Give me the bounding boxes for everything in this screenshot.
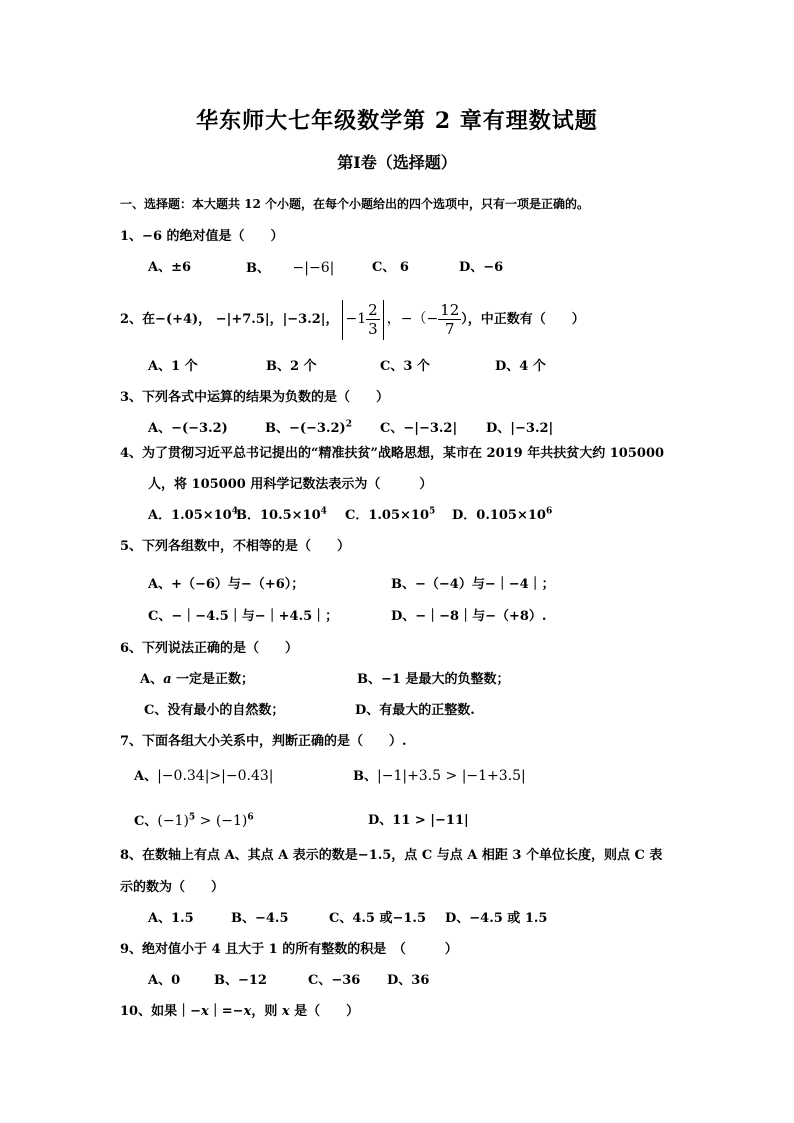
question-4-option-c <box>345 508 435 524</box>
stem-text: 10、如果｜− <box>120 1004 201 1019</box>
stem-text: 是（ ） <box>289 1004 360 1019</box>
question-6-option-a <box>140 672 254 688</box>
fraction-numerator: 2 <box>368 301 378 319</box>
question-4-option-a <box>148 508 238 524</box>
q2-stem-suffix: ），中正数有（ ） <box>461 312 585 327</box>
question-2-option-d: D、4 个 <box>495 359 546 374</box>
question-7-stem: 7、下面各组大小关系中，判断正确的是（ ）. <box>120 734 407 749</box>
question-4-stem-line2: 人，将 105000 用科学记数法表示为（ ） <box>148 477 433 492</box>
question-3-stem: 3、下列各式中运算的结果为负数的是（ ） <box>120 390 390 405</box>
option-label: A、 <box>140 672 164 687</box>
instruction-text: 一、选择题：本大题共 12 个小题，在每个小题给出的四个选项中，只有一项是正确的。 <box>120 197 590 211</box>
question-5-option-b: B、−（−4）与−｜−4｜； <box>391 577 555 592</box>
question-3-option-b <box>265 421 352 437</box>
question-10-stem <box>120 1004 359 1020</box>
exponent: 6 <box>247 812 254 823</box>
variable-x: x <box>243 1004 252 1019</box>
stem-text: ，则 <box>251 1004 282 1019</box>
exponent: 4 <box>320 506 327 517</box>
q2-mid-text: ，−（− <box>386 311 439 327</box>
question-9-stem: 9、绝对值小于 4 且大于 1 的所有整数的积是 （ ） <box>120 942 458 957</box>
question-8-option-c: C、4.5 或−1.5 <box>329 911 426 926</box>
question-1-option-d: D、−6 <box>459 260 504 275</box>
question-9-option-d: D、36 <box>387 973 430 988</box>
option-text: B．10.5×10 <box>236 508 321 523</box>
question-8-stem-line1: 8、在数轴上有点 A、其点 A 表示的数是−1.5，点 C 与点 A 相距 3 个单位长度，则点 C 表 <box>120 848 663 863</box>
question-1-option-a: A、±6 <box>148 260 192 275</box>
question-9-option-b: B、−12 <box>214 973 267 988</box>
question-6-option-d: D、有最大的正整数. <box>355 703 475 718</box>
option-math: > (−1) <box>195 813 248 829</box>
q2-mixed-whole: −1 <box>345 311 367 327</box>
option-text: D．0.105×10 <box>452 508 546 523</box>
question-7-option-a <box>134 768 274 785</box>
question-9-option-c: C、−36 <box>308 973 361 988</box>
question-7-option-d: D、11 > |−11| <box>368 813 469 828</box>
option-math: |−1|+3.5 > |−1+3.5| <box>377 768 526 784</box>
question-1-option-b <box>246 260 334 277</box>
variable-a: a <box>163 672 172 687</box>
question-5-option-a: A、+（−6）与−（+6）； <box>148 577 305 592</box>
question-3-option-a: A、−(−3.2) <box>148 421 228 436</box>
question-9-option-a: A、0 <box>148 973 181 988</box>
q2-fraction-1 <box>366 301 380 338</box>
question-1-option-c: C、 6 <box>372 260 409 275</box>
exponent: 2 <box>345 419 352 430</box>
abs-bar-left <box>342 300 343 340</box>
option-text: C．1.05×10 <box>345 508 429 523</box>
question-4-option-b <box>236 508 327 524</box>
question-3-option-d: D、|−3.2| <box>486 421 554 436</box>
option-math: |−0.34|>|−0.43| <box>157 768 274 784</box>
question-4-stem-line1: 4、为了贯彻习近平总书记提出的“精准扶贫”战略思想，某市在 2019 年共扶贫大约 105000 <box>120 446 665 461</box>
question-6-option-c: C、没有最小的自然数； <box>144 703 285 718</box>
fraction-denominator: 3 <box>368 320 378 338</box>
question-8-option-a: A、1.5 <box>148 911 194 926</box>
exponent: 5 <box>429 506 436 517</box>
question-7-option-b <box>353 768 526 785</box>
question-7-option-c <box>134 813 254 830</box>
q2-fraction-2 <box>438 301 461 338</box>
option-text: B、−(−3.2) <box>265 421 346 436</box>
question-6-option-b: B、−1 是最大的负整数； <box>357 672 510 687</box>
exponent: 6 <box>545 506 553 517</box>
question-2-option-b: B、2 个 <box>266 359 317 374</box>
question-6-stem: 6、下列说法正确的是（ ） <box>120 641 299 656</box>
question-3-option-c: C、−|−3.2| <box>380 421 458 436</box>
question-8-stem-line2: 示的数为（ ） <box>120 880 225 895</box>
option-label: C、 <box>134 814 158 829</box>
exponent: 4 <box>231 506 238 517</box>
option-label: A、 <box>134 769 158 784</box>
variable-x: x <box>200 1004 209 1019</box>
question-8-option-d: D、−4.5 或 1.5 <box>445 911 548 926</box>
option-math: (−1) <box>157 813 189 829</box>
question-5-option-d: D、−｜−8｜与−（+8）. <box>391 609 547 624</box>
question-2-option-c: C、3 个 <box>380 359 430 374</box>
question-5-option-c: C、−｜−4.5｜与−｜+4.5｜； <box>148 609 339 624</box>
fraction-denominator: 7 <box>444 320 455 338</box>
option-text: A．1.05×10 <box>148 508 232 523</box>
q2-stem-prefix: 2、在−(+4)， −|+7.5|，|−3.2|， <box>120 312 339 327</box>
question-2-option-a: A、1 个 <box>148 359 198 374</box>
variable-x: x <box>281 1004 290 1019</box>
option-label: B、 <box>353 769 377 784</box>
question-8-option-b: B、−4.5 <box>231 911 289 926</box>
option-b-math: −|−6| <box>292 260 335 276</box>
page-title: 华东师大七年级数学第 2 章有理数试题 <box>196 108 598 134</box>
question-2-stem <box>120 298 585 341</box>
fraction-numerator: 12 <box>440 301 460 319</box>
exponent: 5 <box>188 812 196 823</box>
question-4-option-d <box>452 508 552 524</box>
question-1-stem: 1、−6 的绝对值是（ ） <box>120 229 284 244</box>
section-subtitle: 第Ⅰ卷（选择题） <box>337 153 457 172</box>
abs-bar-right <box>383 300 384 340</box>
option-text: 一定是正数； <box>171 672 255 687</box>
stem-text: ｜=− <box>208 1004 244 1019</box>
option-b-label: B、 <box>246 261 270 276</box>
question-5-stem: 5、下列各组数中，不相等的是（ ） <box>120 539 351 554</box>
